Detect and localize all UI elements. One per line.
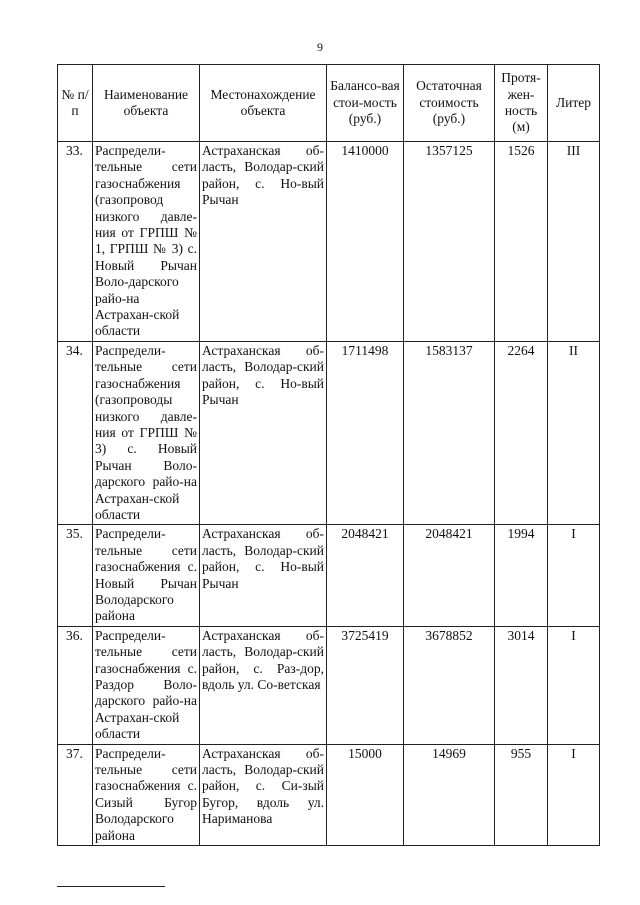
row-location: Астраханская об-ласть, Володар-ский район, с. Но-вый Рычан — [200, 341, 327, 524]
table-row — [58, 525, 600, 626]
header-location: Местонахождение объекта — [200, 65, 327, 142]
header-residual: Остаточная стоимость (руб.) — [404, 65, 495, 142]
row-residual: 14969 — [404, 744, 495, 845]
header-litera: Литер — [548, 65, 600, 142]
table-row — [58, 744, 600, 845]
row-litera: I — [548, 744, 600, 845]
row-litera: I — [548, 626, 600, 744]
row-litera: III — [548, 142, 600, 342]
header-name: Наименование объекта — [93, 65, 200, 142]
table-row — [58, 626, 600, 744]
row-residual: 2048421 — [404, 525, 495, 626]
row-num: 37. — [58, 744, 93, 845]
row-litera: I — [548, 525, 600, 626]
header-num: № п/п — [58, 65, 93, 142]
row-name: Распредели-тельные сети газоснабжения с. Сизый Бугор Володарского района — [93, 744, 200, 845]
row-length: 3014 — [495, 626, 548, 744]
footnote-rule — [57, 886, 165, 887]
row-balance: 3725419 — [327, 626, 404, 744]
table-row — [58, 142, 600, 342]
header-balance: Балансо-вая стои-мость (руб.) — [327, 65, 404, 142]
row-location: Астраханская об-ласть, Володар-ский район, с. Си-зый Бугор, вдоль ул. Нариманова — [200, 744, 327, 845]
row-num: 33. — [58, 142, 93, 342]
row-balance: 15000 — [327, 744, 404, 845]
row-length: 2264 — [495, 341, 548, 524]
row-residual: 1583137 — [404, 341, 495, 524]
row-length: 1994 — [495, 525, 548, 626]
row-length: 1526 — [495, 142, 548, 342]
page-number: 9 — [317, 40, 323, 54]
table-header-row — [58, 65, 600, 142]
row-name: Распредели-тельные сети газоснабжения (газопровод низкого давле-ния от ГРПШ № 1, ГРПШ № 3) с. Новый Рычан Воло-дарского райо-на Астрахан-ской области — [93, 142, 200, 342]
row-balance: 1711498 — [327, 341, 404, 524]
row-name: Распредели-тельные сети газоснабжения с. Новый Рычан Володарского района — [93, 525, 200, 626]
header-length: Протя-жен-ность (м) — [495, 65, 548, 142]
table-row — [58, 341, 600, 524]
row-length: 955 — [495, 744, 548, 845]
row-residual: 3678852 — [404, 626, 495, 744]
row-name: Распредели-тельные сети газоснабжения (газопроводы низкого давле-ния от ГРПШ № 3) с. Новый Рычан Воло-дарского райо-на Астрахан-ской области — [93, 341, 200, 524]
row-location: Астраханская об-ласть, Володар-ский район, с. Раз-дор, вдоль ул. Со-ветская — [200, 626, 327, 744]
row-num: 36. — [58, 626, 93, 744]
row-balance: 2048421 — [327, 525, 404, 626]
row-num: 34. — [58, 341, 93, 524]
row-balance: 1410000 — [327, 142, 404, 342]
row-num: 35. — [58, 525, 93, 626]
row-location: Астраханская об-ласть, Володар-ский район, с. Но-вый Рычан — [200, 525, 327, 626]
row-residual: 1357125 — [404, 142, 495, 342]
row-litera: II — [548, 341, 600, 524]
row-location: Астраханская об-ласть, Володар-ский район, с. Но-вый Рычан — [200, 142, 327, 342]
row-name: Распредели-тельные сети газоснабжения с. Раздор Воло-дарского райо-на Астрахан-ской области — [93, 626, 200, 744]
property-table — [57, 64, 600, 846]
